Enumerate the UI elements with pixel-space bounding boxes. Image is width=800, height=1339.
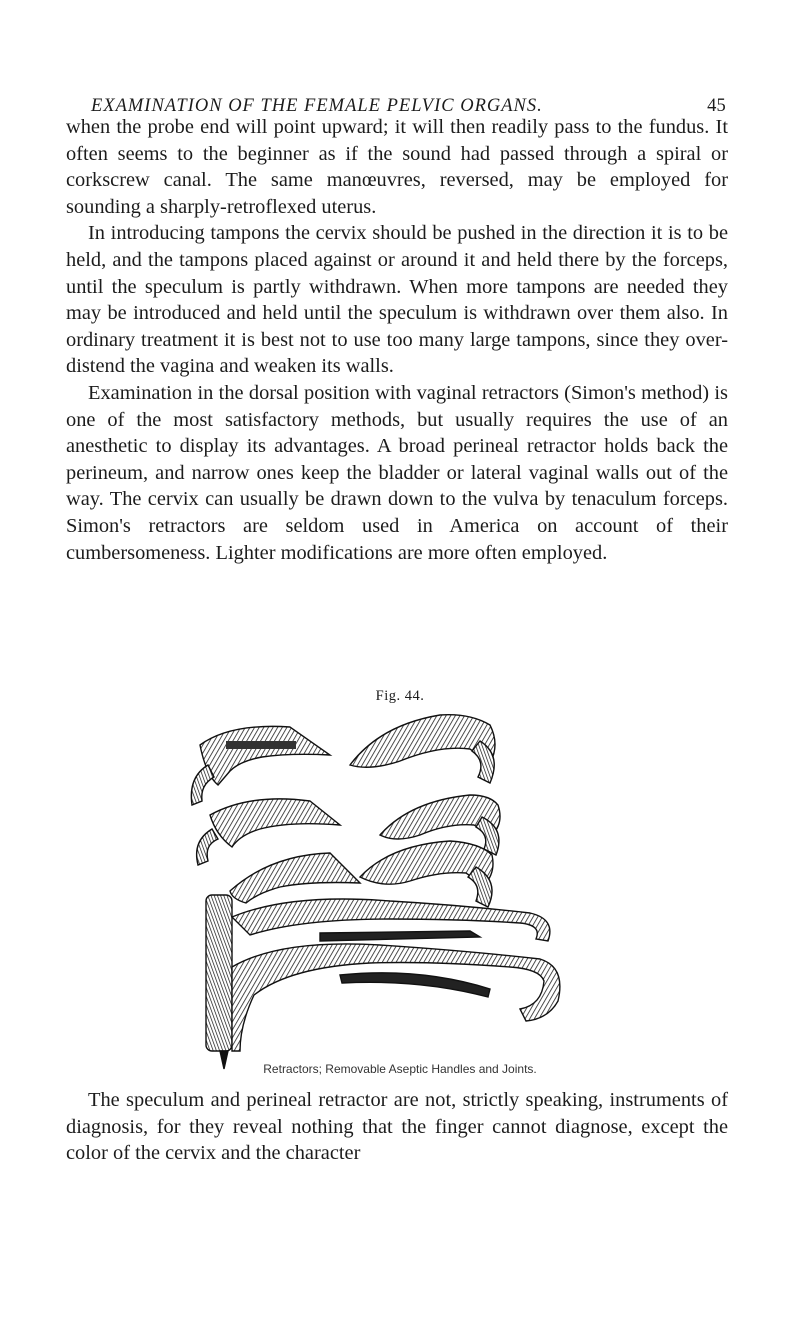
paragraph: In introducing tampons the cervix should be pushed in the direction it is to be held, and the tampons placed against or around it and held there by the forceps, until the speculum is partly withdrawn. When more tampons are needed they may be introduced and held until the speculum is withdrawn over them also. In ordinary treatment it is best not to use too many large tampons, since they over-distend the vagina and weaken its walls. bbox=[66, 222, 728, 378]
body-text-bottom bbox=[66, 1087, 728, 1167]
page-number: 45 bbox=[707, 96, 726, 116]
paragraph: The speculum and perineal retractor are not, strictly speaking, instruments of diagnosis, for they reveal nothing that the finger cannot diagnose, except the color of the cervix and the character bbox=[66, 1089, 728, 1165]
figure-caption: Retractors; Removable Aseptic Handles and Joints. bbox=[263, 1062, 537, 1076]
paragraph: Examination in the dorsal position with vaginal retractors (Simon's method) is one of the most satisfactory methods, but usually requires the use of an anesthetic to display its advantages. A broad perineal retractor holds back the perineum, and narrow ones keep the bladder or lateral vaginal walls out of the way. The cervix can usually be drawn down to the vulva by tenaculum forceps. Simon's retractors are seldom used in America on account of their cumbersomeness. Lighter modifications are more often employed. bbox=[66, 381, 728, 564]
body-text-top bbox=[66, 114, 728, 566]
paragraph: when the probe end will point upward; it will then readily pass to the fundus. It often seems to the beginner as if the sound had passed through a spiral or corkscrew canal. The same manœuvres, reversed, may be employed for sounding a sharply-retroflexed uterus. bbox=[66, 116, 728, 218]
retractor-instruments-illustration bbox=[170, 705, 590, 1071]
running-title: EXAMINATION OF THE FEMALE PELVIC ORGANS. bbox=[91, 96, 543, 116]
figure-label: Fig. 44. bbox=[375, 688, 425, 704]
